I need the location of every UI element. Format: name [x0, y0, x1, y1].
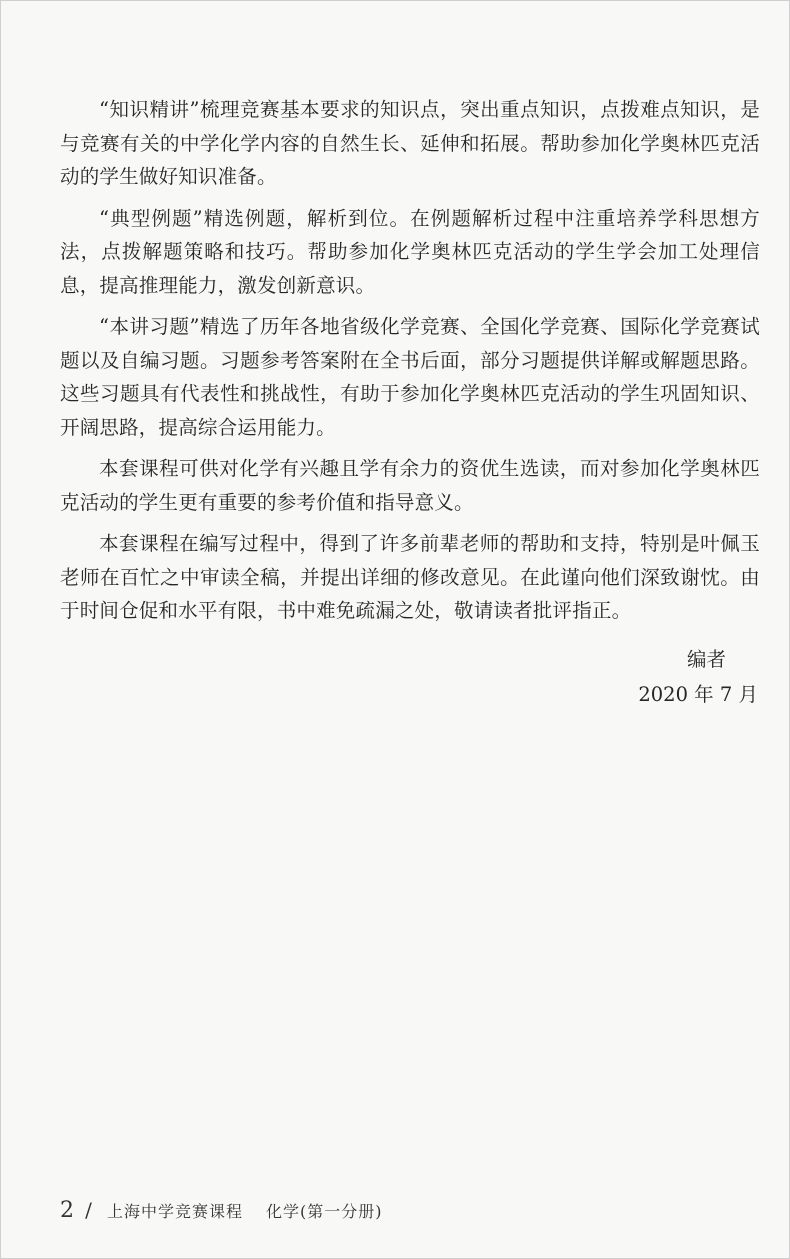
paragraph-acknowledgements: 本套课程在编写过程中，得到了许多前辈老师的帮助和支持，特别是叶佩玉老师在百忙之中审读全稿，并提出详细的修改意见。在此谨向他们深致谢忱。由于时间仓促和水平有限，书中难免疏漏之处，敬请读者批评指正。: [60, 532, 760, 622]
signature-author: 编者: [686, 648, 726, 671]
page-footer: [60, 1197, 383, 1225]
paragraph-exercises: “本讲习题”精选了历年各地省级化学竞赛、全国化学竞赛、国际化学竞赛试题以及自编习题。习题参考答案附在全书后面，部分习题提供详解或解题思路。这些习题具有代表性和挑战性，有助于参加化学奥林匹克活动的学生巩固知识、开阔思路，提高综合运用能力。: [60, 315, 760, 439]
signature-date: 2020 年 7 月: [638, 683, 758, 706]
book-title: 化学(第一分册): [266, 1202, 383, 1221]
footer-separator: /: [85, 1198, 92, 1222]
page-number: 2: [60, 1198, 74, 1223]
preface-body: [60, 93, 760, 628]
paragraph-knowledge: “知识精讲”梳理竞赛基本要求的知识点，突出重点知识，点拨难点知识，是与竞赛有关的中学化学内容的自然生长、延伸和拓展。帮助参加化学奥林匹克活动的学生做好知识准备。: [60, 98, 760, 188]
series-title: 上海中学竞赛课程: [106, 1202, 243, 1221]
paragraph-audience: 本套课程可供对化学有兴趣且学有余力的资优生选读，而对参加化学奥林匹克活动的学生更有重要的参考价值和指导意义。: [60, 457, 760, 514]
paragraph-examples: “典型例题”精选例题，解析到位。在例题解析过程中注重培养学科思想方法，点拨解题策略和技巧。帮助参加化学奥林匹克活动的学生学会加工处理信息，提高推理能力，激发创新意识。: [60, 206, 760, 297]
